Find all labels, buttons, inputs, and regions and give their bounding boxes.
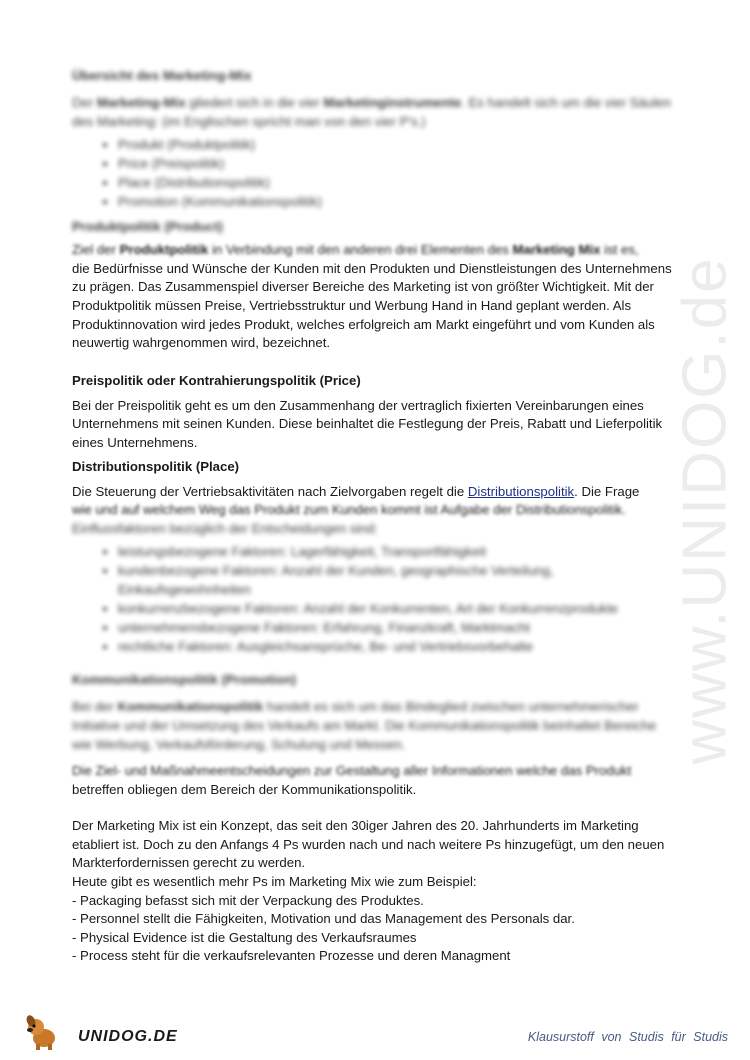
overview-list — [72, 135, 672, 211]
blurred-distribution — [72, 520, 672, 754]
kommunikation-line-clear: betreffen obliegen dem Bereich der Kommunikationspolitik. — [72, 781, 417, 797]
produkt-line1: Ziel der Produktpolitik in Verbindung mit den anderen drei Elementen des Marketing Mix ist es, — [72, 242, 639, 258]
distribution-line1: Die Steuerung der Vertriebsaktivitäten nach Zielvorgaben regelt die Distributionspolitik. Die Frage — [72, 483, 640, 499]
document-content — [72, 66, 672, 966]
distributionspolitik-link[interactable]: Distributionspolitik — [467, 483, 575, 499]
kommunikation-body: Bei der Kommunikationspolitik handelt es sich um das Bindeglied zwischen unternehmerischer Initiative und der Umsetzung des Verkaufs am Markt. Die Kommunikationspolitik beinhaltet Bereiche wie Werbung, Verkaufsförderung, Schulung und Messen. — [72, 699, 657, 752]
list-item: • konkurrenzbezogene Faktoren: Anzahl der Konkurrenten, Art der Konkurrenzprodukte — [118, 599, 672, 618]
produkt-heading: Produktpolitik (Product) — [72, 219, 223, 235]
mix-paragraph: Der Marketing Mix ist ein Konzept, das seit den 30iger Jahren des 20. Jahrhunderts im Marketing etabliert ist. Doch zu den Anfangs 4 Ps wurden nach und nach weitere Ps hinzugefügt, um den neuen Markterfordernissen gerecht zu werden. — [72, 818, 665, 871]
kommunikation-heading: Kommunikationspolitik (Promotion) — [72, 672, 297, 688]
list-item: • Place (Distributionspolitik) — [118, 173, 672, 192]
list-item: • kundenbezogene Faktoren: Anzahl der Kunden, geographische Verteilung, Einkaufsgewohnheiten — [118, 561, 672, 599]
preis-heading: Preispolitik oder Kontrahierungspolitik (Price) — [72, 372, 361, 388]
list-item: • rechtliche Faktoren: Ausgleichsansprüche, Be- und Vertriebsvorbehalte — [118, 637, 672, 656]
list-item: • Produkt (Produktpolitik) — [118, 135, 672, 154]
distribution-line3: Einflussfaktoren bezüglich der Entscheidungen sind: — [72, 520, 378, 536]
mix-line: - Process steht für die verkaufsrelevanten Prozesse und deren Managment — [72, 948, 511, 964]
footer-tagline: Klausurstoff von Studis für Studis — [527, 1030, 728, 1044]
logo-text: UNIDOG.DE — [78, 1028, 178, 1045]
list-item: • unternehmensbezogene Faktoren: Erfahrung, Finanzkraft, Marktmacht — [118, 618, 672, 637]
mix-line: - Personnel stellt die Fähigkeiten, Motivation und das Management des Personals dar. — [72, 911, 575, 927]
watermark: www.UNIDOG.de — [670, 255, 740, 765]
list-item: • Price (Preispolitik) — [118, 154, 672, 173]
mix-intro: Heute gibt es wesentlich mehr Ps im Marketing Mix wie zum Beispiel: — [72, 874, 477, 890]
list-item: • leistungsbezogene Faktoren: Lagerfähigkeit, Transportfähigkeit — [118, 542, 672, 561]
distribution-line2: wie und auf welchem Weg das Produkt zum Kunden kommt ist Aufgabe der Distributionspolitik. — [72, 502, 626, 518]
produkt-body: die Bedürfnisse und Wünsche der Kunden mit den Produkten und Dienstleistungen des Unternehmens zu prägen. Das Zusammenspiel diverser Bereiche des Marketing ist von größter Wichtigkeit. Mit der Produktpolitik müssen Preise, Vertriebsstruktur und Werbung Hand in Hand geplant werden. Als Produktinnovation wird jedes Produkt, welches erfolgreich am Markt eingeführt und vom Kunden als neuwertig wahrgenommen wird, bezeichnet. — [72, 260, 672, 351]
mix-line: - Packaging befasst sich mit der Verpackung des Produktes. — [72, 892, 424, 908]
distribution-heading: Distributionspolitik (Place) — [72, 458, 240, 474]
unidog-logo — [22, 1012, 178, 1048]
kommunikation-line-blur: Die Ziel- und Maßnahmeentscheidungen zur Gestaltung aller Informationen welche das Produkt — [72, 763, 632, 779]
factor-list — [72, 542, 672, 656]
overview-heading: Übersicht des Marketing-Mix — [72, 68, 252, 83]
mix-line: - Physical Evidence ist die Gestaltung des Verkaufsraumes — [72, 929, 417, 945]
blurred-overview — [72, 66, 672, 237]
overview-intro: Der Marketing-Mix gliedert sich in die vier Marketinginstrumente. Es handelt sich um die vier Säulen des Marketing: (im Englischen spricht man von den vier P's.) — [72, 95, 671, 129]
dog-mascot-icon — [22, 1012, 62, 1052]
preis-body: Bei der Preispolitik geht es um den Zusammenhang der vertraglich fixierten Vereinbarungen eines Unternehmens mit seinen Kunden. Diese beinhaltet die Festlegung der Preis, Rabatt und Lieferpolitik eines Unternehmens. — [72, 397, 663, 450]
list-item: • Promotion (Kommunikationspolitik) — [118, 192, 672, 211]
